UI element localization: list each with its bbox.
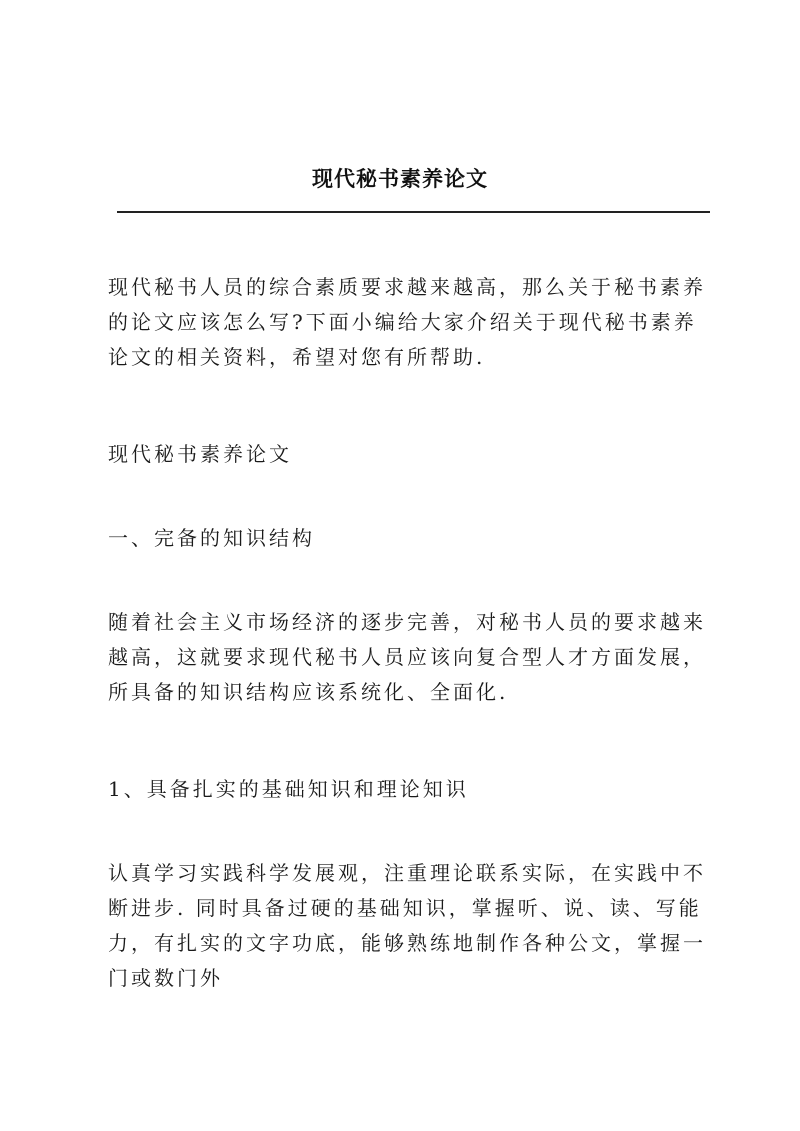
section-heading: 现代秘书素养论文 (108, 442, 292, 466)
intro-paragraph: 现代秘书人员的综合素质要求越来越高，那么关于秘书素养的论文应该怎么写?下面小编给大家介绍关于现代秘书素养论文的相关资料，希望对您有所帮助. (108, 275, 706, 369)
document-title: 现代秘书素养论文 (312, 167, 488, 191)
basic-knowledge-paragraph: 认真学习实践科学发展观，注重理论联系实际，在实践中不断进步. 同时具备过硬的基础知识，掌握听、说、读、写能力，有扎实的文字功底，能够熟练地制作各种公文，掌握一门或数门外 (108, 861, 706, 990)
subsection-heading-basic-knowledge: 1、具备扎实的基础知识和理论知识 (108, 777, 469, 801)
subsection-heading-knowledge-structure: 一、完备的知识结构 (108, 526, 315, 550)
title-underline (117, 211, 710, 213)
knowledge-structure-paragraph: 随着社会主义市场经济的逐步完善，对秘书人员的要求越来越高，这就要求现代秘书人员应该向复合型人才方面发展，所具备的知识结构应该系统化、全面化. (108, 610, 706, 704)
